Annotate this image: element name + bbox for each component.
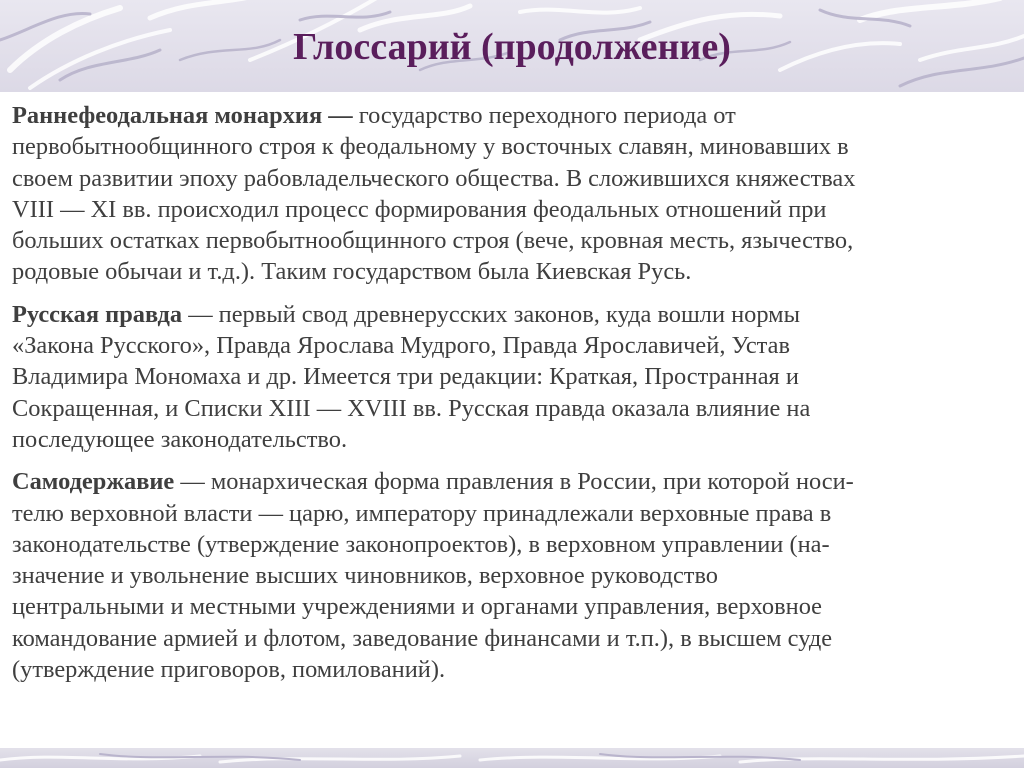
entry-text: «Закона Русского», Правда Ярослава Мудрого, Правда Ярославичей, Устав (12, 332, 790, 360)
slide-title: Глоссарий (продолжение) (293, 26, 731, 68)
entry-text: командование армией и флотом, заведование финансами и т.п.), в высшем суде (12, 624, 833, 652)
entry-text: больших остатках первобытнообщинного строя (вече, кровная месть, язычество, (12, 227, 854, 255)
glossary-body (12, 100, 1012, 696)
footer-decoration (0, 748, 1024, 768)
entry-text: государство переходного периода от (352, 102, 736, 129)
entry-text: центральными и местными учреждениями и органами управления, верховное (12, 593, 823, 621)
entry-text: Сокращенная, и Списки XIII — XVIII вв. Русская правда оказала влияние на (12, 394, 811, 422)
glossary-entry-autocracy (12, 466, 1012, 685)
entry-text: (утверждение приговоров, помилований). (12, 656, 446, 684)
swirl-pattern-bottom (0, 748, 1024, 768)
entry-term: Раннефеодальная монархия — (12, 102, 353, 129)
entry-text: Владимира Мономаха и др. Имеется три редакции: Краткая, Пространная и (12, 363, 799, 391)
entry-text: своем развитии эпоху рабовладельческого общества. В сложившихся княжествах (12, 164, 856, 192)
entry-term: Русская правда (12, 300, 183, 328)
entry-text: последующее законодательство. (12, 425, 348, 453)
glossary-entry-russkaya-pravda (12, 299, 1012, 455)
entry-text: первобытнообщинного строя к феодальному у восточных славян, миновавших в (12, 133, 849, 161)
entry-text: родовые обычаи и т.д.). Таким государством была Киевская Русь. (12, 258, 692, 286)
entry-text: телю верховной власти — царю, императору принадлежали верховные права в (12, 499, 832, 527)
entry-term: Самодержавие (12, 468, 175, 496)
entry-text: значение и увольнение высших чиновников, верховное руководство (12, 562, 718, 590)
glossary-entry-early-feudal-monarchy (12, 100, 1012, 288)
entry-text: VIII — XI вв. происходил процесс формирования феодальных отношений при (12, 195, 827, 223)
entry-text: — первый свод древнерусских законов, куда вошли нормы (182, 300, 800, 328)
entry-text: — монархическая форма правления в России, при которой носи- (174, 468, 854, 496)
entry-text: законодательстве (утверждение законопроектов), в верховном управлении (на- (12, 530, 830, 558)
